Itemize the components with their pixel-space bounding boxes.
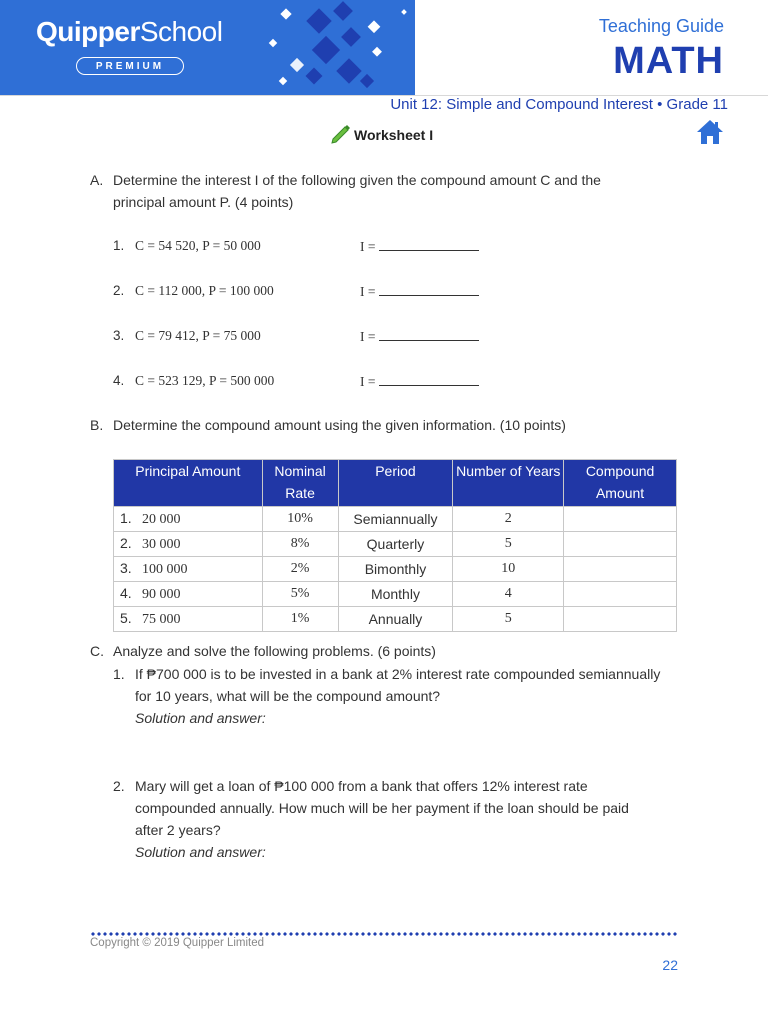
compound-amount-cell[interactable] [564, 507, 677, 532]
rate-cell: 8% [262, 532, 338, 557]
pencil-icon [330, 122, 352, 144]
years-cell: 5 [453, 607, 564, 632]
period-cell: Quarterly [338, 532, 453, 557]
a-item-answer[interactable]: I = [360, 328, 479, 345]
section-b-letter: B. [90, 417, 104, 433]
compound-amount-cell[interactable] [564, 532, 677, 557]
answer-blank[interactable] [379, 238, 479, 251]
years-cell: 4 [453, 582, 564, 607]
a-item-answer[interactable]: I = [360, 238, 479, 255]
principal-cell: 4. 90 000 [114, 582, 263, 607]
years-cell: 2 [453, 507, 564, 532]
principal-cell: 2. 30 000 [114, 532, 263, 557]
worksheet-title: Worksheet I [354, 127, 434, 143]
section-c-letter: C. [90, 643, 104, 659]
home-icon[interactable] [695, 118, 725, 146]
section-c-instruction: Analyze and solve the following problems. (6 points) [113, 643, 436, 659]
problem-text: If ₱700 000 is to be invested in a bank at 2% interest rate compounded semiannually [135, 666, 661, 682]
problem-text: compounded annually. How much will be her payment if the loan should be paid [135, 800, 629, 816]
problem-text: after 2 years? [135, 822, 221, 838]
a-item-num: 1. [113, 238, 125, 253]
table-row [114, 532, 677, 557]
principal-cell: 5. 75 000 [114, 607, 263, 632]
rate-cell: 10% [262, 507, 338, 532]
column-header: Number of Years [453, 460, 564, 507]
solution-label: Solution and answer: [135, 844, 266, 860]
unit-title: Unit 12: Simple and Compound Interest • Grade 11 [390, 96, 728, 113]
section-b-instruction: Determine the compound amount using the given information. (10 points) [113, 417, 566, 433]
answer-blank[interactable] [379, 328, 479, 341]
principal-cell: 3. 100 000 [114, 557, 263, 582]
problem-num: 2. [113, 778, 125, 794]
rate-cell: 5% [262, 582, 338, 607]
problem-text: for 10 years, what will be the compound amount? [135, 688, 441, 704]
problem-text: Mary will get a loan of ₱100 000 from a bank that offers 12% interest rate [135, 778, 588, 794]
compound-amount-cell[interactable] [564, 582, 677, 607]
a-item-num: 2. [113, 283, 125, 298]
table-row [114, 607, 677, 632]
years-cell: 10 [453, 557, 564, 582]
period-cell: Monthly [338, 582, 453, 607]
a-item-answer[interactable]: I = [360, 283, 479, 300]
compound-amount-table [113, 459, 677, 632]
problem-num: 1. [113, 666, 125, 682]
section-a-letter: A. [90, 172, 104, 188]
a-item-num: 4. [113, 373, 125, 388]
table-row [114, 557, 677, 582]
solution-label: Solution and answer: [135, 710, 266, 726]
a-item-num: 3. [113, 328, 125, 343]
period-cell: Semiannually [338, 507, 453, 532]
rate-cell: 2% [262, 557, 338, 582]
guide-title: Teaching Guide [598, 16, 724, 36]
page-number: 22 [662, 957, 678, 973]
answer-blank[interactable] [379, 373, 479, 386]
column-header: Period [338, 460, 453, 507]
section-a-instruction: Determine the interest I of the following given the compound amount C and the principal amount P. (4 points) [113, 172, 601, 210]
table-header-row [114, 460, 677, 507]
a-item-answer[interactable]: I = [360, 373, 479, 390]
compound-amount-cell[interactable] [564, 557, 677, 582]
table-row [114, 507, 677, 532]
header-banner [0, 0, 415, 96]
period-cell: Annually [338, 607, 453, 632]
a-item-expression: C = 112 000, P = 100 000 [135, 283, 274, 298]
years-cell: 5 [453, 532, 564, 557]
premium-badge: PREMIUM [76, 57, 184, 75]
compound-amount-cell[interactable] [564, 607, 677, 632]
column-header: Compound Amount [564, 460, 677, 507]
footer-dotted-divider [90, 932, 678, 936]
column-header: Principal Amount [114, 460, 263, 507]
a-item-expression: C = 79 412, P = 75 000 [135, 328, 261, 343]
period-cell: Bimonthly [338, 557, 453, 582]
answer-blank[interactable] [379, 283, 479, 296]
column-header: Nominal Rate [262, 460, 338, 507]
rate-cell: 1% [262, 607, 338, 632]
a-item-expression: C = 54 520, P = 50 000 [135, 238, 261, 253]
copyright-text: Copyright © 2019 Quipper Limited [90, 937, 265, 949]
table-row [114, 582, 677, 607]
principal-cell: 1. 20 000 [114, 507, 263, 532]
diamond-pattern-decoration [262, 0, 415, 96]
brand-logo: QuipperSchool [36, 16, 223, 47]
a-item-expression: C = 523 129, P = 500 000 [135, 373, 275, 388]
subject-title: MATH [613, 40, 724, 82]
